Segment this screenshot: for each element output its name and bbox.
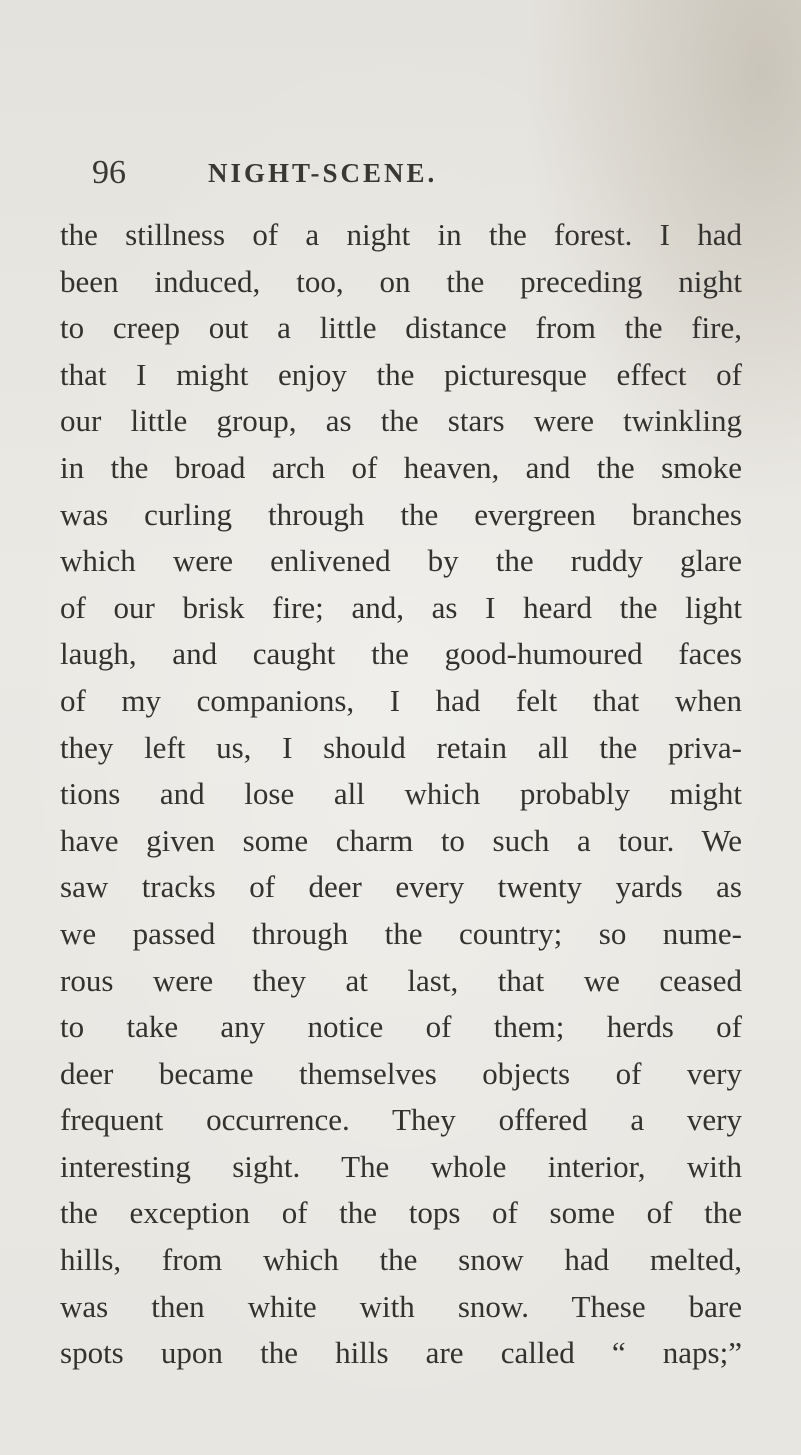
text-line: of our brisk fire; and, as I heard the light (60, 589, 742, 625)
text-line: have given some charm to such a tour. We (60, 822, 742, 858)
text-line: saw tracks of deer every twenty yards as (60, 869, 742, 905)
text-line: to take any notice of them; herds of (60, 1009, 742, 1045)
text-line: which were enlivened by the ruddy glare (60, 543, 742, 579)
text-line: in the broad arch of heaven, and the smoke (60, 449, 742, 485)
text-line: was curling through the evergreen branches (60, 496, 742, 532)
text-line: was then white with snow. These bare (60, 1288, 742, 1324)
text-line: spots upon the hills are called “ naps;” (60, 1335, 742, 1371)
text-line: laugh, and caught the good-humoured faces (60, 636, 742, 672)
text-line: been induced, too, on the preceding night (60, 263, 742, 299)
text-line: tions and lose all which probably might (60, 776, 742, 812)
body-text (60, 212, 742, 1377)
text-line: we passed through the country; so nume- (60, 915, 742, 951)
text-line: that I might enjoy the picturesque effect of (60, 356, 742, 392)
text-line: the stillness of a night in the forest. I had (60, 217, 742, 252)
text-line: of my companions, I had felt that when (60, 682, 742, 718)
page-number: 96 (92, 154, 126, 191)
text-line: frequent occurrence. They offered a very (60, 1102, 742, 1138)
text-line: they left us, I should retain all the priva- (60, 729, 742, 765)
text-line: to creep out a little distance from the fire, (60, 310, 742, 346)
text-line: the exception of the tops of some of the (60, 1195, 742, 1231)
text-line: hills, from which the snow had melted, (60, 1242, 742, 1278)
text-line: rous were they at last, that we ceased (60, 962, 742, 998)
text-line: our little group, as the stars were twinkling (60, 403, 742, 439)
running-head: NIGHT-SCENE. (208, 158, 438, 188)
text-line: deer became themselves objects of very (60, 1055, 742, 1091)
page-header (92, 148, 752, 198)
text-line: interesting sight. The whole interior, with (60, 1148, 742, 1184)
